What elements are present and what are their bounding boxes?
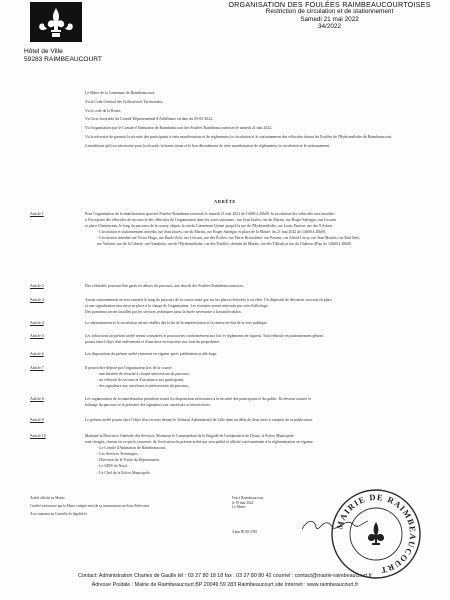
article-line: pourra faire l'objet d'un enlèvement et d'une mise en fourrière aux frais du propriétaire. bbox=[85, 340, 221, 345]
article-line: - Le Comité d'Animation de Raimbeaucourt, bbox=[97, 446, 167, 451]
mairie-line-1: Hôtel de Ville bbox=[24, 48, 63, 55]
article-line: sont chargés, chacun en ce qui le concerne, de l'exécution du présent arrêté qui sera publié et affiché conformément à la réglementation en vigueur. bbox=[85, 440, 314, 445]
sign-place: Fait à Raimbeaucourt, bbox=[232, 496, 264, 500]
article-line: Pour l'organisation de la manifestation sportive Foulées Raimbeaucourtoises le samedi 21 mai 2022 de 14h00 à 20h00, la circulation des véhicules sera interdite bbox=[85, 212, 335, 216]
mairie-seal-stamp bbox=[330, 488, 422, 580]
article-line: - des signaleurs aux carrefours et intersections du parcours, bbox=[97, 384, 190, 389]
article-label: Article 8 bbox=[30, 397, 44, 401]
article-line: - Circulation et stationnement interdits rue Jean Jaurès, rue du Marais, rue Roger Salengro et place de la Mairie, du 21 mai 2022 de 14h00 à 20h00. bbox=[97, 230, 327, 235]
article-line: Des véhicules pourront être garés en dehors du parcours, aux abords des Foulées Raimbeaucourtoises. bbox=[85, 284, 244, 288]
town-logo bbox=[30, 2, 82, 42]
article-line: Les infractions au présent arrêté seront constatées et poursuivies conformément aux lois et règlements en vigueur. Tout véhicule en stationnement gênant bbox=[85, 334, 323, 338]
svg-text:MAIRIE DE RAIMBEAUCOURT: MAIRIE DE RAIMBEAUCOURT bbox=[335, 492, 418, 575]
preamble-line: Vu l'avis favorable du Comité Départemental d'Athlétisme en date du 05-05-2022, bbox=[85, 117, 214, 122]
article-label: Article 9 bbox=[30, 418, 44, 422]
article-line: rue Voltaire, rue de la Liberté, rue Gambetta, rue de l'Hydromélodie, rue des Fusillés, chemin du Marais, rue des Tilleuls et rue du Château d'Eau de 14h00 à 20h00. bbox=[97, 242, 353, 247]
sign-title: Le Maire, bbox=[232, 505, 247, 510]
article-line: Aucun stationnement ne sera autorisé le long du parcours de la course ainsi que sur les places réservées à cet effet. Un dispositif de déviation sera mis en place bbox=[85, 298, 333, 302]
article-line: - un véhicule de secours et d'assistance aux participants, bbox=[97, 378, 185, 383]
arrete-heading: ARRÊTE bbox=[214, 199, 236, 204]
preamble-line: Le Maire de la Commune de Raimbeaucourt, bbox=[85, 91, 156, 95]
postal-address-line: Adresse Postale : Mairie de Raimbeaucourt BP 20049 59 283 Raimbeaucourt site Internet : www.raimbeaucourt.fr bbox=[91, 582, 359, 588]
document-title: ORGANISATION DES FOULÉES RAIMBEAUCOURTOISES bbox=[228, 0, 431, 9]
article-line: Madame la Directrice Générale des Services, Monsieur le Commandant de la Brigade de Gendarmerie de Douai, la Police Municipale bbox=[85, 434, 294, 438]
mairie-line-2: 59283 RAIMBEAUCOURT bbox=[24, 56, 102, 64]
contact-line: Contact: Administration Charles de Gaulle tél : 03 27 80 18 18 fax : 03 27 80 80 42 courriel : contact@mairie-raimbeaucourt.fr bbox=[78, 573, 372, 579]
article-line: - une barrière de sécurité à chaque intersection du parcours, bbox=[97, 372, 190, 377]
preamble-line: Considérant qu'il est nécessaire pour la sécurité, la bonne tenue et le bon déroulement de cette manifestation de réglementer la circulation et le stationnement, bbox=[85, 143, 331, 148]
footer-note: Certifié exécutoire par le Maire compte tenu de sa transmission en Sous-Préfecture bbox=[30, 503, 150, 508]
mairie-address bbox=[24, 48, 102, 64]
document-subtitle: Restriction de circulation et de stationnement bbox=[265, 8, 394, 16]
article-line: Les organisateurs de la manifestation prendront toutes les dispositions nécessaires à la sécurité des participants et du public. Ils devront assurer le bbox=[85, 397, 312, 401]
transmission-notes bbox=[30, 496, 200, 519]
article-line: à l'exception des véhicules de secours et des véhicules de l'organisation dans les voies suivantes : rue Jean Jaurès, rue du Marais, rue Roger Salengro, rue Lescaut bbox=[85, 218, 337, 223]
seal-fleur-icon bbox=[368, 522, 384, 545]
article-line: Les dispositions du présent arrêté entreront en vigueur après publication et affichage. bbox=[85, 352, 218, 356]
article-line: Le stationnement et la circulation seront rétablis dès la fin de la manifestation et la remise en état de la voie publique. bbox=[85, 321, 268, 325]
article-label: Article 5 bbox=[30, 334, 44, 338]
article-line: et place Clemenceau, le long du parcours de la course, depuis la rue du Lieutenant Quinet jusqu'à la rue de l'Hydromélodie, rue Louis Pasteur, rue des 9 Arbres. bbox=[85, 224, 334, 229]
article-line: - Circulation interdite rue Victor Hugo, rue Émile Zola, rue Lescaut, rue des Écoles, rue Pierre Brossolette, rue Pasteur, rue Alfred Leroy, rue Jean Moulin, rue Paul Bert, bbox=[97, 236, 360, 241]
article-line: - Direction de la Voirie du Département, bbox=[97, 458, 160, 463]
article-label: Article 7 bbox=[30, 366, 44, 370]
article-line: Le présent arrêté pourra faire l'objet d'un recours devant le Tribunal Administratif de Lille dans un délai de deux mois à compter de sa publication. bbox=[85, 418, 313, 422]
preamble-line: Vu le Code Général des Collectivités Territoriales, bbox=[85, 99, 164, 104]
article-line: - Le SDIS du Nord, bbox=[97, 464, 128, 469]
sign-name: Alain BONCOM bbox=[232, 529, 257, 534]
footer-note: Acte transmis au Contrôle de légalité le bbox=[30, 511, 87, 516]
preamble-line: Vu le code de la Route, bbox=[85, 108, 122, 113]
article-line: - Le Chef de la Police Municipale. bbox=[97, 470, 151, 475]
preamble-line: Vu la nécessité de garantir la sécurité des participants à cette manifestation et de réglementer la circulation et le stationnement des véhicules durant les Foulées de l'Hydromélodie de Raimbeaucourt, bbox=[85, 134, 393, 139]
footer-note: Arrêté affiché en Mairie bbox=[30, 496, 65, 500]
sign-date: le 19 mai 2022 bbox=[232, 500, 254, 505]
article-line: balisage du parcours et la présence des signaleurs aux carrefours et intersections. bbox=[85, 403, 211, 408]
article-label: Article 2 bbox=[30, 284, 44, 288]
document-number: 34/2022 bbox=[317, 23, 342, 31]
preamble bbox=[85, 91, 425, 153]
article-line: et une signalisation sera mise en place à la charge de l'organisateur. Les riverains seront informés par voie d'affichage. bbox=[85, 304, 269, 309]
article-label: Article 10 bbox=[30, 434, 46, 438]
article-label: Article 3 bbox=[30, 298, 44, 302]
article-label: Article 1 bbox=[30, 212, 44, 216]
article-label: Article 6 bbox=[30, 352, 44, 356]
article-label: Article 4 bbox=[30, 321, 44, 325]
preamble-line: Vu l'organisation par le Comité d'Animation de Raimbeaucourt des Foulées Raimbeaucourtoises le samedi 21 mai 2022, bbox=[85, 126, 273, 131]
document-title-block bbox=[222, 1, 437, 31]
article-line: - Les Services Techniques, bbox=[97, 452, 139, 457]
document-date: Samedi 21 mai 2022 bbox=[300, 15, 359, 23]
article-line: Il pourra être déposé par l'organisateur lors de la course : bbox=[85, 366, 174, 370]
article-line: Des panneaux seront installés par les services techniques pour la durée nécessaire à la manifestation. bbox=[85, 310, 242, 315]
fleur-de-lis-icon bbox=[30, 2, 82, 42]
